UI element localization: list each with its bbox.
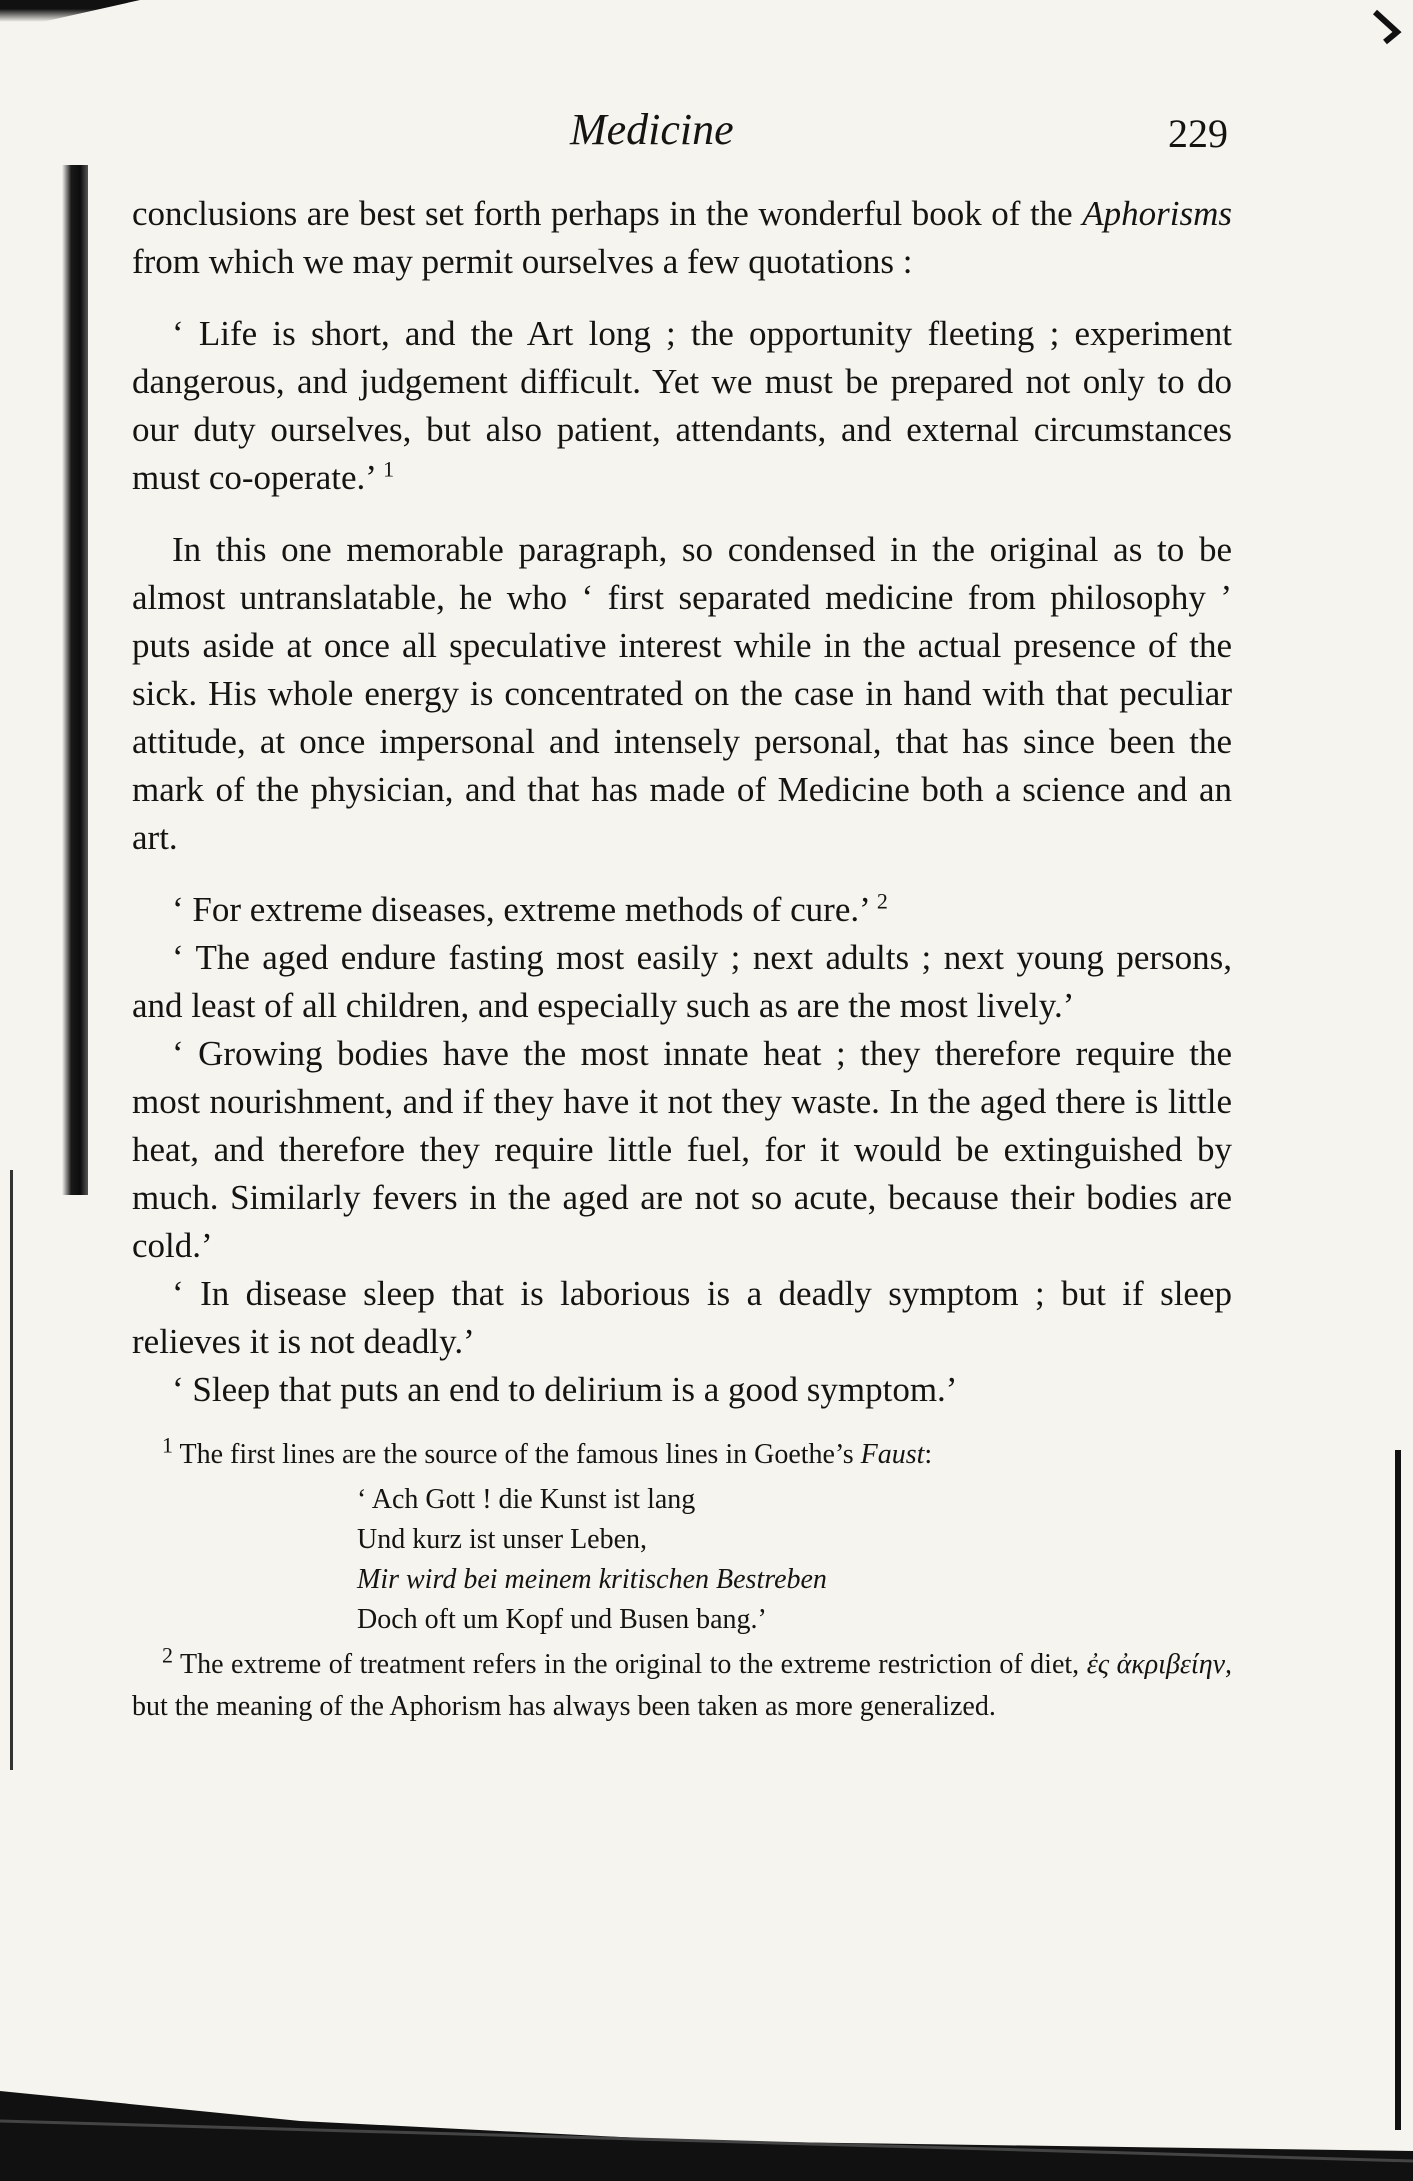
footnote-2: $^2$ The extreme of treatment refers in the original to the extreme restriction of diet, ἐς ἀκριβείην, but the meaning of the Aphorism has always been taken as more generalized. — [132, 1642, 1233, 1722]
verse-line: ‘ Ach Gott ! die Kunst ist lang — [357, 1484, 696, 1515]
footnote-ref-1: 1 — [383, 456, 395, 482]
scan-corner-glyph — [1371, 6, 1403, 46]
page-body — [132, 190, 1232, 1728]
scan-bottom-edge — [0, 2061, 1413, 2181]
running-head: Medicine — [570, 105, 734, 154]
footnote-ref-2: 2 — [876, 888, 888, 914]
verse-line: Doch oft um Kopf und Busen bang.’ — [357, 1604, 767, 1635]
scan-binding-shadow — [62, 165, 88, 1195]
book-title: Aphorisms — [1082, 194, 1232, 233]
footnotes — [132, 1434, 1232, 1728]
verse-line: Mir wird bei meinem kritischen Bestreben — [357, 1564, 827, 1595]
aphorism-quote-3: ‘ The aged endure fasting most easily ; next adults ; next young persons, and least of all children, and especially such as are the most lively.’ — [132, 938, 1232, 1025]
footnote-marker-2: 2 — [162, 1642, 173, 1668]
footnote-1: $^1$ The first lines are the source of the famous lines in Goethe’s Faust: — [162, 1432, 933, 1470]
aphorism-quote-5: ‘ In disease sleep that is laborious is a deadly symptom ; but if sleep relieves it is not deadly.’ — [132, 1274, 1232, 1361]
aphorism-quote-6: ‘ Sleep that puts an end to delirium is a good symptom.’ — [172, 1370, 958, 1409]
scan-left-edge-line — [10, 1170, 13, 1770]
page-header — [0, 104, 1413, 164]
aphorism-quote-1: ‘ Life is short, and the Art long ; the opportunity fleeting ; experiment dangerous, and judgement difficult. Yet we must be prepared not only to do our duty ourselves, but also patient, attendants, and external circumstances must co-operate.’ $^1$ — [132, 314, 1232, 497]
greek-phrase: ἐς ἀκριβείην, — [1086, 1649, 1233, 1680]
paragraph-commentary: In this one memorable paragraph, so condensed in the original as to be almost untranslatable, he who ‘ first separated medicine from philosophy ’ puts aside at once all speculative interest while in the actual presence of the sick. His whole energy is concentrated on the case in hand with that peculiar attitude, at once impersonal and intensely personal, that has since been the mark of the physician, and that has made of Medicine both a science and an art. — [132, 530, 1232, 857]
paragraph-intro: conclusions are best set forth perhaps in the wonderful book of the Aphorisms from which we may permit ourselves a few quotations : — [132, 194, 1232, 281]
scan-corner-mark — [0, 0, 140, 22]
aphorism-quote-2: ‘ For extreme diseases, extreme methods of cure.’ $^2$ — [172, 888, 888, 929]
scan-right-edge-line — [1395, 1450, 1401, 2130]
footnote-marker-1: 1 — [162, 1432, 173, 1458]
goethe-verse — [357, 1480, 1232, 1640]
page-number: 229 — [1168, 111, 1228, 156]
verse-line: Und kurz ist unser Leben, — [357, 1524, 648, 1555]
faust-title: Faust — [860, 1439, 925, 1470]
aphorism-quote-4: ‘ Growing bodies have the most innate heat ; they therefore require the most nourishment, and if they have it not they waste. In the aged there is little heat, and therefore they require little fuel, for it would be extinguished by much. Similarly fevers in the aged are not so acute, because their bodies are cold.’ — [132, 1034, 1232, 1265]
